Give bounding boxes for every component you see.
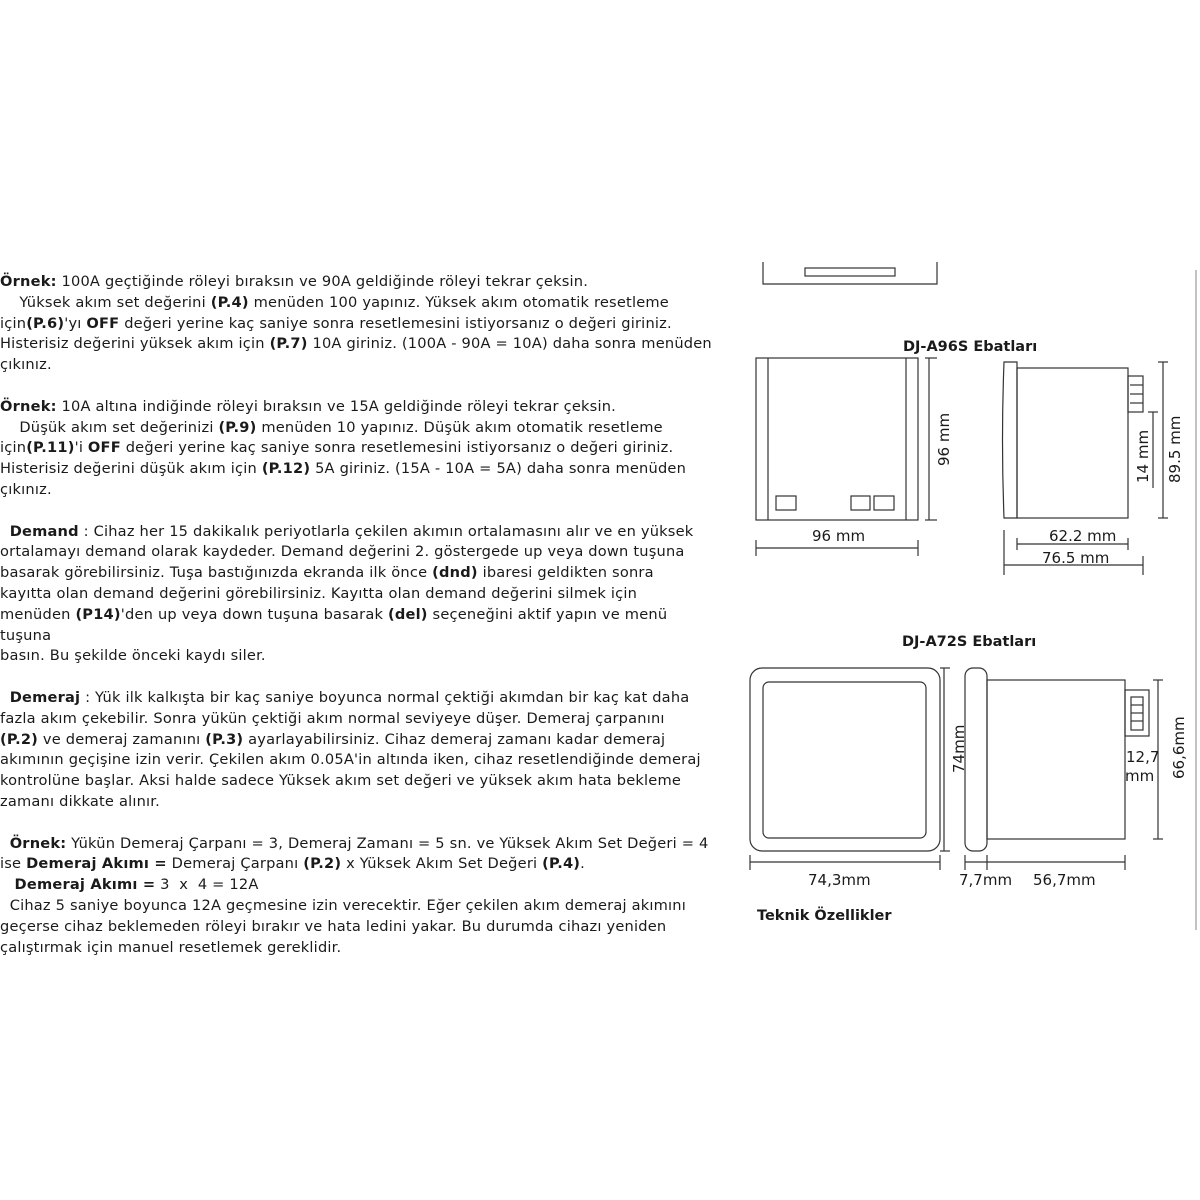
a72-width-label: 74,3mm xyxy=(808,871,871,889)
bold-segment: (P.7) xyxy=(269,335,308,353)
bold-segment: (P.4) xyxy=(542,855,581,873)
text-segment: basarak görebilirsiniz. Tuşa bastığınızda ekranda ilk önce xyxy=(0,564,433,582)
a96-side-bezel xyxy=(1003,362,1018,518)
text-segment: 10A altına indiğinde röleyi bıraksın ve 15A geldiğinde röleyi tekrar çeksin. xyxy=(56,397,616,415)
text-segment: : Cihaz her 15 dakikalık periyotlarla çekilen akımın ortalamasını alır ve en yüksek xyxy=(78,522,694,540)
bold-segment: OFF xyxy=(87,439,121,457)
text-segment: geçerse cihaz beklemeden röleyi bırakır ve hata ledini yakar. Bu durumda cihazı yeniden xyxy=(0,917,667,935)
a96-button-left xyxy=(776,496,796,510)
previous-device-detail xyxy=(805,268,895,276)
bold-segment: OFF xyxy=(86,314,120,332)
a96-button-right xyxy=(874,496,894,510)
text-segment: 'den up veya down tuşuna basarak xyxy=(120,605,388,623)
text-segment: çalıştırmak için manuel resetlemek gereklidir. xyxy=(0,938,342,956)
text-segment: kayıtta olan demand değerini görebilirsiniz. Kayıtta olan demand değerini silmek için xyxy=(0,584,638,602)
bold-segment: Demeraj Akımı = xyxy=(26,855,167,873)
a72-side-body xyxy=(987,680,1125,839)
a96-button-mid xyxy=(851,496,870,510)
text-segment: Düşük akım set değerinizi xyxy=(0,418,219,436)
text-segment: x Yüksek Akım Set Değeri xyxy=(341,855,543,873)
text-segment: fazla akım çekebilir. Sonra yükün çektiği akım normal seviyeye düşer. Demeraj çarpanını xyxy=(0,709,665,727)
text-segment: çıkınız. xyxy=(0,480,52,498)
text-segment: basın. Bu şekilde önceki kaydı siler. xyxy=(0,647,266,665)
bold-segment: (P.6) xyxy=(26,314,65,332)
a72-depth-label: 56,7mm xyxy=(1033,871,1096,889)
text-segment: çıkınız. xyxy=(0,356,52,374)
bold-segment: (del) xyxy=(387,605,428,623)
text-segment: ortalamayı demand olarak kaydeder. Demand değerini 2. göstergede up veya down tuşuna xyxy=(0,543,685,561)
a96-depth-label-1: 62.2 mm xyxy=(1049,527,1117,545)
text-segment: değeri yerine kaç saniye sonra resetlemesini istiyorsanız o değeri giriniz. xyxy=(120,439,674,457)
a72-front-frame xyxy=(750,668,940,851)
a72-terminal-label-1: 12,7 xyxy=(1126,748,1160,766)
text-segment: menüden xyxy=(0,605,76,623)
text-segment: menüden 10 yapınız. Düşük akım otomatik resetleme xyxy=(256,418,663,436)
text-segment: 10A giriniz. (100A - 90A = 10A) daha sonra menüden xyxy=(307,335,712,353)
text-segment: menüden 100 yapınız. Yüksek akım otomatik resetleme xyxy=(248,293,669,311)
bold-segment: (P14) xyxy=(75,605,121,623)
a96-width-label: 96 mm xyxy=(812,527,866,545)
bold-segment: (dnd) xyxy=(432,564,478,582)
text-segment: seçeneğini aktif yapın ve menü tuşuna xyxy=(0,605,673,644)
bold-segment: (P.3) xyxy=(205,730,244,748)
a72-side-bezel xyxy=(965,668,987,851)
bold-segment: (P.4) xyxy=(210,293,249,311)
a72-terminal-label-2: mm xyxy=(1125,767,1155,785)
bold-segment: Örnek: xyxy=(0,273,57,290)
text-segment: Cihaz 5 saniye boyunca 12A geçmesine izin verecektir. Eğer çekilen akım demeraj akımını xyxy=(0,896,686,914)
bold-segment: Demeraj Akımı = xyxy=(14,876,156,894)
a72-title: DJ-A72S Ebatları xyxy=(902,634,1037,650)
text-segment: Yükün Demeraj Çarpanı = 3, Demeraj Zamanı = 5 sn. ve Yüksek Akım Set Değeri = 4 xyxy=(66,834,709,852)
a96-height-label: 96 mm xyxy=(935,412,953,466)
a72-height-label: 74mm xyxy=(950,724,968,773)
text-segment: akımının geçişine izin verir. Çekilen akım 0.05A'in altında iken, cihaz resetlendiğinde demeraj xyxy=(0,751,701,769)
bold-segment: Demeraj xyxy=(9,688,81,706)
text-segment: Histerisiz değerini yüksek akım için xyxy=(0,335,270,353)
text-segment: için xyxy=(0,314,27,332)
bold-segment: Demand xyxy=(9,522,79,540)
text-segment: kontrolüne başlar. Aksi halde sadece Yüksek akım set değeri ve yüksek akım hata bekleme xyxy=(0,772,682,790)
a96-terminal-label: 14 mm xyxy=(1134,429,1152,483)
text-segment: Demeraj Çarpanı xyxy=(166,855,304,873)
a96-depth-label-2: 76.5 mm xyxy=(1042,549,1110,567)
text-segment: ise xyxy=(0,855,27,873)
bold-segment: Örnek: xyxy=(9,834,67,852)
a72-front-display xyxy=(763,682,926,838)
text-segment: 3 x 4 = 12A xyxy=(155,876,259,894)
text-segment: 'yı xyxy=(64,314,87,332)
text-segment: 100A geçtiğinde röleyi bıraksın ve 90A geldiğinde röleyi tekrar çeksin. xyxy=(56,273,589,290)
a96-title: DJ-A96S Ebatları xyxy=(903,339,1038,355)
footer-caption: Teknik Özellikler xyxy=(757,908,892,924)
text-segment: : Yük ilk kalkışta bir kaç saniye boyunca normal çektiği akımdan bir kaç kat daha xyxy=(80,688,690,706)
a72-bezel-label: 7,7mm xyxy=(959,871,1013,889)
bold-segment: (P.2) xyxy=(303,855,342,873)
text-segment: Yüksek akım set değerini xyxy=(0,293,211,311)
text-segment: 'i xyxy=(74,439,88,457)
text-segment: değeri yerine kaç saniye sonra resetlemesini istiyorsanız o değeri giriniz. xyxy=(119,314,672,332)
text-segment: Histerisiz değerini düşük akım için xyxy=(0,460,262,478)
text-segment: için xyxy=(0,439,27,457)
text-segment: 5A giriniz. (15A - 10A = 5A) daha sonra menüden xyxy=(310,460,687,478)
bold-segment: Örnek: xyxy=(0,397,57,415)
text-segment: zamanı dikkate alınır. xyxy=(0,792,161,810)
a96-side-body xyxy=(1017,368,1128,518)
previous-device-outline xyxy=(763,262,937,284)
bold-segment: (P.9) xyxy=(218,418,257,436)
bold-segment: (P.11) xyxy=(26,439,75,457)
a96-side-height-label: 89.5 mm xyxy=(1166,415,1184,483)
text-segment: ibaresi geldikten sonra xyxy=(477,564,654,582)
a72-side-height-label: 66,6mm xyxy=(1170,716,1188,779)
bold-segment: (P.2) xyxy=(0,730,39,748)
text-segment: ayarlayabilirsiniz. Cihaz demeraj zamanı kadar demeraj xyxy=(243,730,666,748)
text-segment: . xyxy=(580,855,586,873)
bold-segment: (P.12) xyxy=(261,460,311,478)
text-segment: ve demeraj zamanını xyxy=(38,730,206,748)
